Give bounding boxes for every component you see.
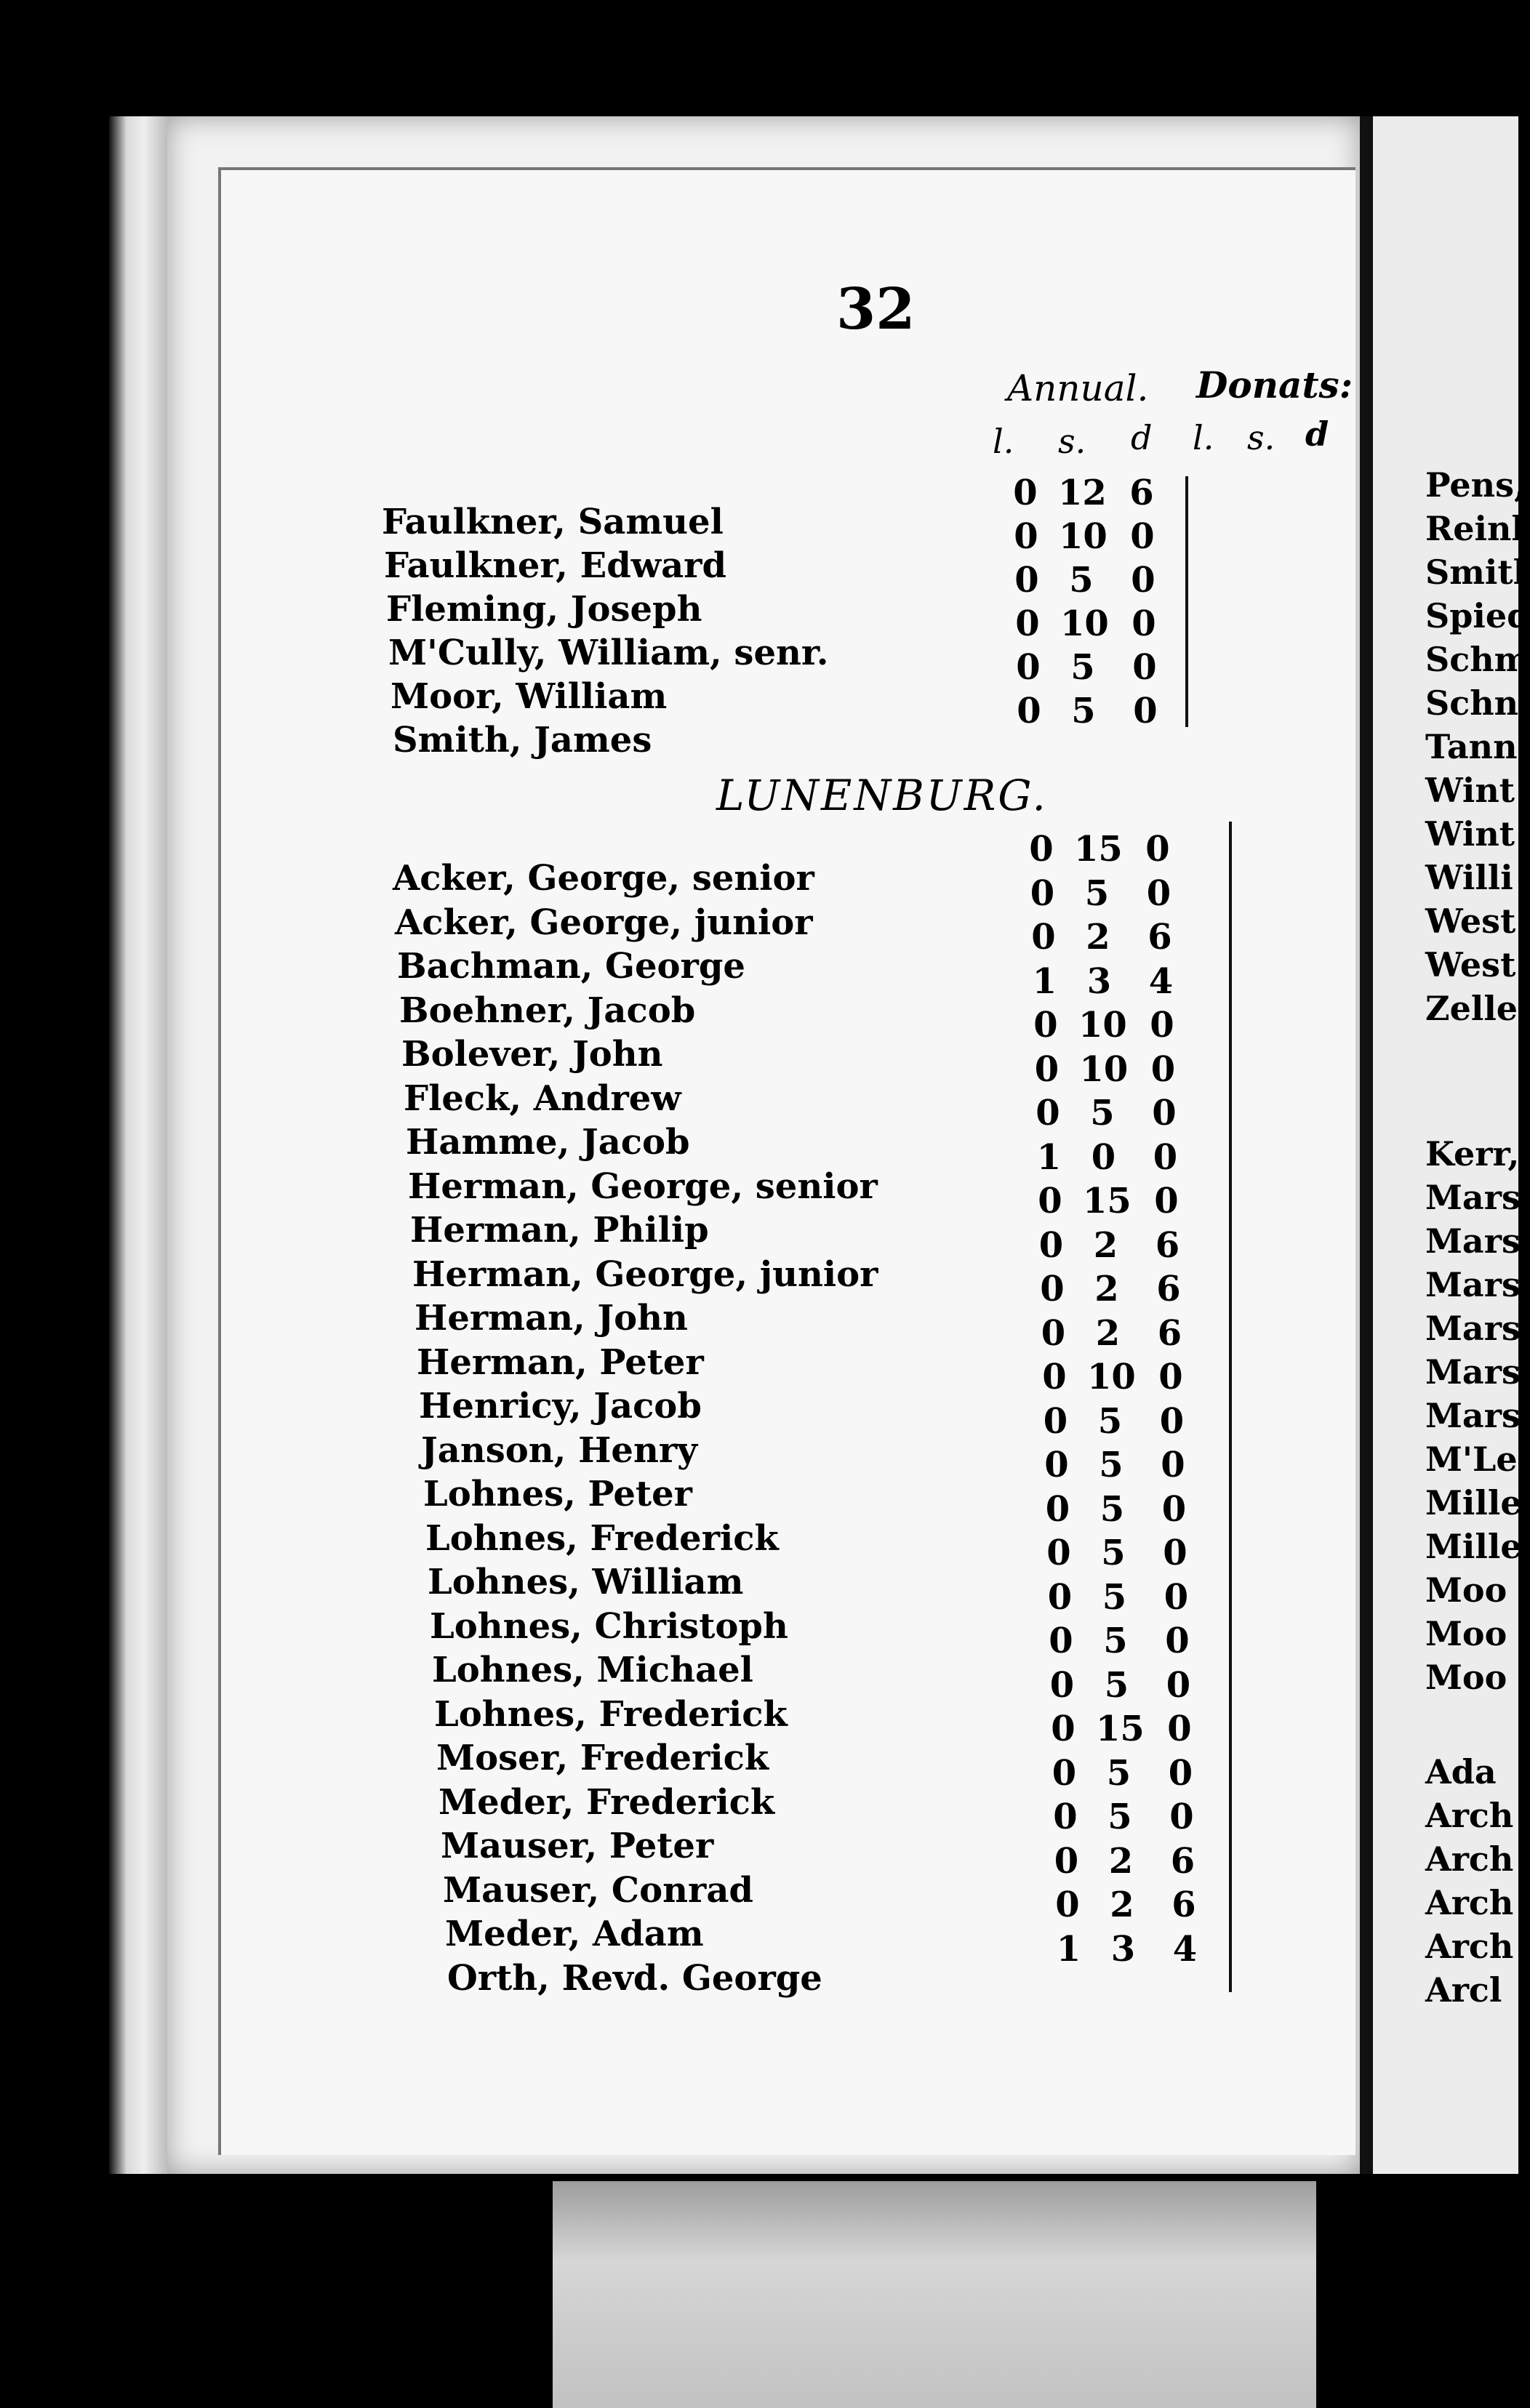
amount-d: 6 (1157, 1312, 1182, 1354)
right-page-entry: Moo (1425, 1614, 1507, 1653)
amount-l: 0 (1047, 1576, 1073, 1618)
amount-s: 5 (1100, 1488, 1125, 1530)
amount-d: 6 (1171, 1885, 1196, 1925)
amount-l: 0 (1041, 1312, 1066, 1354)
amount-l: 0 (1054, 1840, 1079, 1882)
subscriber-name: Henricy, Jacob (419, 1386, 702, 1426)
amount-d: 6 (1148, 917, 1172, 958)
amount-s: 5 (1099, 1445, 1124, 1485)
right-page-entry: Arch (1425, 1796, 1514, 1835)
right-page-entry: Arch (1425, 1927, 1514, 1966)
header-annual-l: l. (993, 422, 1014, 461)
amount-s: 2 (1108, 1840, 1134, 1882)
amount-s: 10 (1060, 603, 1109, 644)
amount-l: 0 (1036, 1093, 1060, 1133)
subscriber-name: Orth, Revd. George (447, 1957, 822, 1999)
amount-d: 0 (1130, 516, 1155, 557)
amount-d: 0 (1158, 1357, 1183, 1397)
amount-l: 0 (1052, 1752, 1077, 1794)
amount-s: 5 (1090, 1093, 1115, 1133)
amount-l: 0 (1053, 1797, 1078, 1837)
amount-d: 0 (1166, 1664, 1191, 1706)
subscriber-name: Bachman, George (397, 946, 745, 987)
amount-d: 0 (1167, 1709, 1192, 1749)
subscriber-name: M'Cully, William, senr. (388, 633, 829, 673)
amount-s: 3 (1086, 960, 1112, 1002)
subscriber-name: Herman, George, junior (412, 1253, 878, 1295)
amount-s: 2 (1110, 1885, 1134, 1925)
amount-s: 10 (1059, 516, 1108, 557)
amount-d: 0 (1165, 1621, 1190, 1661)
amount-s: 15 (1074, 829, 1123, 870)
amount-l: 0 (1013, 473, 1038, 513)
amount-d: 0 (1152, 1093, 1177, 1133)
amount-s: 5 (1097, 1400, 1123, 1442)
subscriber-name: Herman, George, senior (408, 1165, 878, 1207)
amount-d: 0 (1132, 647, 1157, 688)
right-page-entry: Schn (1425, 683, 1519, 723)
subscriber-name: Lohnes, Frederick (425, 1517, 779, 1559)
amount-l: 0 (1049, 1664, 1075, 1706)
amount-d: 0 (1145, 829, 1170, 870)
amount-l: 0 (1055, 1885, 1080, 1925)
amount-l: 0 (1046, 1533, 1071, 1573)
amount-d: 0 (1153, 1136, 1178, 1178)
amount-l: 0 (1031, 917, 1056, 958)
right-page-entry: Pens, (1425, 465, 1526, 505)
subscriber-name: Herman, John (414, 1298, 688, 1339)
amount-s: 5 (1101, 1533, 1126, 1573)
page-number: 32 (836, 276, 916, 342)
right-page-entry: Reinl (1425, 509, 1524, 548)
right-page-entry: Zelle (1425, 989, 1518, 1028)
amount-s: 12 (1058, 473, 1107, 513)
right-page-entry: Willi (1425, 858, 1513, 897)
amount-s: 10 (1079, 1048, 1129, 1090)
subscriber-name: Hamme, Jacob (406, 1122, 690, 1163)
right-page-entry: Schm (1425, 640, 1530, 679)
subscriber-name: Faulkner, Samuel (382, 502, 724, 542)
book-edge-left (109, 116, 167, 2174)
subscriber-name: Herman, Peter (417, 1341, 704, 1383)
subscriber-name: Boehner, Jacob (399, 990, 696, 1031)
right-page-entry: Moo (1425, 1570, 1507, 1610)
subscriber-name: Fleming, Joseph (386, 589, 702, 630)
header-annual-d: d (1131, 418, 1153, 457)
donation-rule-2 (1229, 822, 1232, 1992)
amount-l: 0 (1033, 1005, 1058, 1046)
header-donat-l: l. (1193, 418, 1214, 457)
right-page-entry: Arch (1425, 1883, 1514, 1922)
header-annual: Annual. (1007, 367, 1149, 409)
subscriber-name: Bolever, John (401, 1034, 663, 1075)
right-page-entry: Mars (1425, 1352, 1521, 1392)
subscriber-name: Janson, Henry (421, 1429, 698, 1471)
right-page-entry: Arcl (1425, 1970, 1502, 2010)
amount-l: 0 (1042, 1357, 1067, 1397)
amount-s: 10 (1078, 1005, 1127, 1046)
right-page-entry: Mars (1425, 1265, 1521, 1304)
amount-l: 0 (1014, 560, 1039, 601)
right-page-entry: Mars (1425, 1396, 1521, 1435)
amount-l: 0 (1051, 1709, 1076, 1749)
amount-s: 2 (1094, 1269, 1119, 1309)
subscriber-name: Moser, Frederick (436, 1738, 769, 1778)
subscriber-name: Fleck, Andrew (404, 1077, 681, 1119)
amount-l: 0 (1038, 1181, 1062, 1221)
amount-s: 5 (1102, 1576, 1127, 1618)
amount-d: 0 (1150, 1048, 1176, 1090)
right-page-entry: Mille (1425, 1527, 1522, 1566)
amount-l: 0 (1014, 516, 1038, 557)
amount-s: 5 (1084, 872, 1110, 914)
right-page-entry: Tann (1425, 727, 1518, 766)
amount-l: 0 (1043, 1400, 1068, 1442)
right-page-entry: West (1425, 902, 1516, 941)
subscriber-name: Mauser, Conrad (443, 1869, 753, 1911)
amount-s: 2 (1095, 1312, 1121, 1354)
right-page-entry: Mars (1425, 1178, 1521, 1217)
amount-l: 0 (1029, 829, 1054, 870)
amount-d: 0 (1159, 1400, 1185, 1442)
right-page-entry: Moo (1425, 1658, 1507, 1697)
amount-d: 0 (1168, 1752, 1193, 1794)
subscriber-name: Lohnes, William (428, 1562, 744, 1602)
header-donats: Donats: (1196, 364, 1353, 406)
amount-l: 0 (1015, 603, 1040, 644)
amount-l: 1 (1036, 1136, 1062, 1178)
amount-l: 0 (1034, 1048, 1060, 1090)
amount-d: 4 (1148, 960, 1174, 1002)
subscriber-name: Lohnes, Peter (423, 1474, 692, 1514)
amount-l: 0 (1038, 1224, 1064, 1266)
amount-s: 5 (1104, 1664, 1129, 1706)
header-donat-s: s. (1247, 418, 1275, 457)
amount-d: 6 (1156, 1269, 1181, 1309)
amount-s: 5 (1106, 1752, 1132, 1794)
book-gutter (1360, 116, 1373, 2174)
amount-l: 0 (1030, 872, 1055, 914)
amount-d: 0 (1161, 1445, 1185, 1485)
amount-d: 6 (1170, 1840, 1195, 1882)
header-annual-s: s. (1058, 422, 1086, 461)
amount-l: 1 (1032, 960, 1057, 1002)
amount-s: 5 (1069, 560, 1094, 601)
subscriber-name: Moor, William (390, 676, 668, 717)
amount-d: 0 (1133, 691, 1158, 731)
amount-l: 0 (1017, 691, 1041, 731)
right-page-entry: Mille (1425, 1483, 1522, 1522)
amount-d: 0 (1150, 1005, 1174, 1046)
amount-d: 4 (1172, 1928, 1198, 1970)
amount-l: 0 (1045, 1488, 1070, 1530)
right-page-entry: Spied (1425, 596, 1530, 635)
right-page-entry: Wint (1425, 814, 1515, 854)
amount-d: 6 (1129, 473, 1154, 513)
book-bottom-edge (553, 2181, 1316, 2408)
amount-s: 5 (1071, 691, 1096, 731)
amount-l: 1 (1056, 1928, 1081, 1970)
subscriber-name: Lohnes, Frederick (434, 1693, 788, 1735)
donation-rule-1 (1185, 476, 1188, 727)
subscriber-name: Meder, Adam (445, 1914, 704, 1954)
amount-d: 0 (1169, 1797, 1194, 1837)
subscriber-name: Smith, James (393, 720, 652, 760)
right-page-entry: Kerr, (1425, 1134, 1520, 1173)
amount-d: 0 (1132, 603, 1156, 644)
amount-s: 3 (1110, 1928, 1136, 1970)
subscriber-name: Lohnes, Michael (432, 1650, 753, 1690)
right-page-entry: Smitl (1425, 553, 1526, 592)
right-page-entry: West (1425, 945, 1516, 984)
amount-s: 2 (1093, 1224, 1118, 1266)
subscriber-name: Acker, George, junior (395, 902, 813, 943)
right-page-entry: Mars (1425, 1221, 1521, 1261)
amount-l: 0 (1040, 1269, 1065, 1309)
amount-s: 0 (1091, 1136, 1116, 1178)
amount-s: 2 (1086, 917, 1110, 958)
amount-d: 0 (1154, 1181, 1179, 1221)
subscriber-name: Acker, George, senior (393, 858, 814, 899)
amount-s: 15 (1083, 1181, 1132, 1221)
amount-d: 0 (1161, 1488, 1187, 1530)
amount-l: 0 (1049, 1621, 1073, 1661)
amount-d: 0 (1163, 1576, 1189, 1618)
right-page-entry: Arch (1425, 1839, 1514, 1879)
right-page-entry: M'Le (1425, 1440, 1518, 1479)
amount-s: 5 (1070, 647, 1095, 688)
amount-s: 15 (1096, 1709, 1145, 1749)
amount-s: 5 (1108, 1797, 1132, 1837)
amount-d: 0 (1163, 1533, 1187, 1573)
subscriber-name: Meder, Frederick (438, 1781, 775, 1823)
amount-s: 10 (1087, 1357, 1136, 1397)
amount-l: 0 (1016, 647, 1041, 688)
amount-l: 0 (1044, 1445, 1069, 1485)
section-title-lunenburg: LUNENBURG. (716, 771, 1048, 820)
right-page-entry: Mars (1425, 1309, 1521, 1348)
header-donat-d: d (1305, 414, 1329, 454)
amount-s: 5 (1103, 1621, 1128, 1661)
subscriber-name: Mauser, Peter (441, 1826, 714, 1866)
subscriber-name: Lohnes, Christoph (430, 1605, 788, 1647)
amount-d: 0 (1131, 560, 1155, 601)
subscriber-name: Faulkner, Edward (384, 545, 727, 586)
right-page-entry: Wint (1425, 771, 1515, 810)
subscriber-name: Herman, Philip (410, 1210, 709, 1251)
amount-d: 0 (1146, 872, 1171, 914)
amount-d: 6 (1155, 1224, 1180, 1266)
right-page-entry: Ada (1425, 1752, 1497, 1791)
